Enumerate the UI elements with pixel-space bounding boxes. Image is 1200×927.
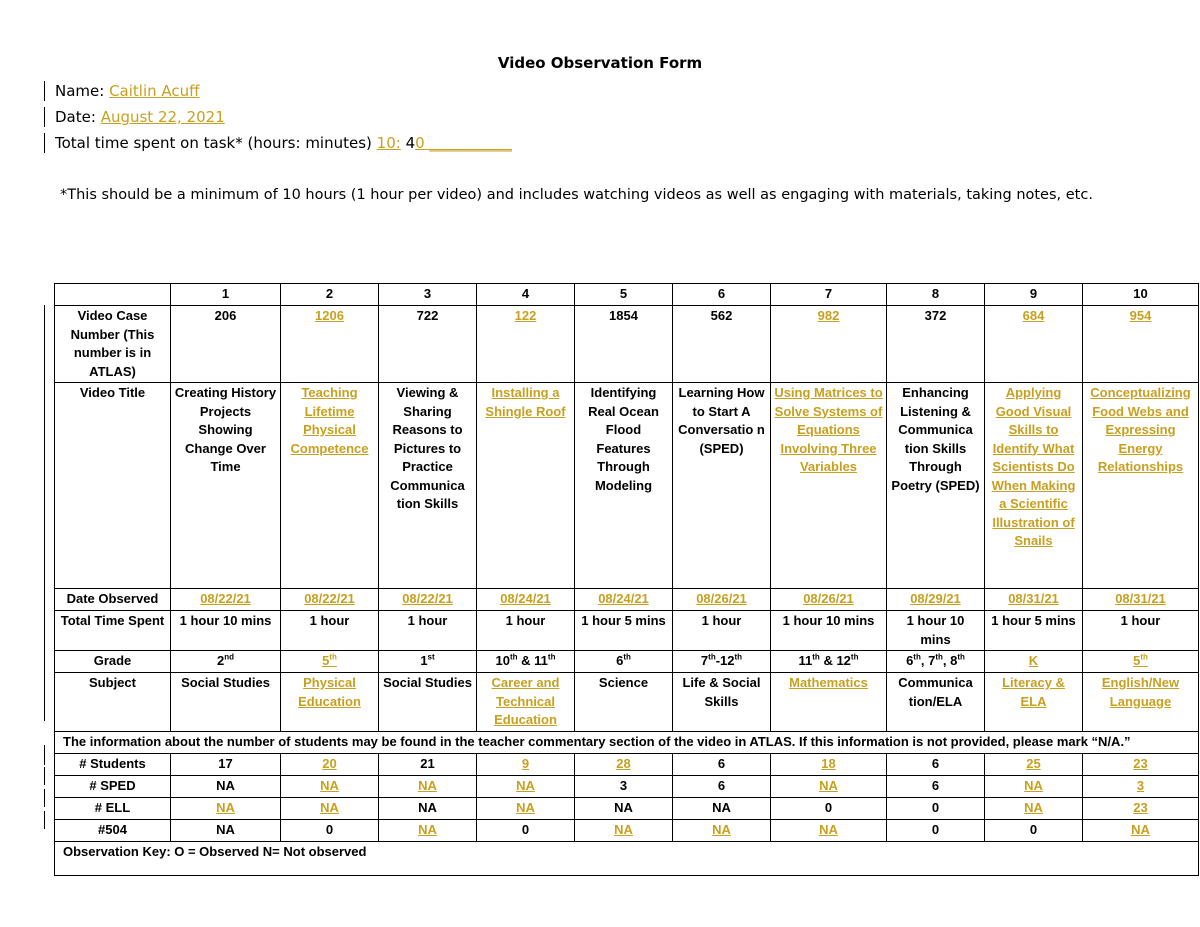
table-cell: 6 bbox=[673, 753, 771, 775]
table-cell: 08/26/21 bbox=[673, 589, 771, 611]
table-cell: NA bbox=[575, 797, 673, 819]
corner-cell bbox=[55, 284, 171, 306]
table-row bbox=[55, 651, 1199, 673]
table-cell: Social Studies bbox=[379, 673, 477, 732]
table-cell: 1854 bbox=[575, 306, 673, 383]
column-number: 9 bbox=[985, 284, 1083, 306]
column-number: 2 bbox=[281, 284, 379, 306]
table-row bbox=[55, 306, 1199, 383]
table-cell: Applying Good Visual Skills to Identify What Scientists Do When Making a Scientific Illustration of Snails bbox=[985, 383, 1083, 589]
table-cell: NA bbox=[985, 797, 1083, 819]
column-number: 5 bbox=[575, 284, 673, 306]
table-cell: Communica tion/ELA bbox=[887, 673, 985, 732]
table-cell: K bbox=[985, 651, 1083, 673]
table-cell: 982 bbox=[771, 306, 887, 383]
table-cell: NA bbox=[673, 797, 771, 819]
time-note: *This should be a minimum of 10 hours (1 hour per video) and includes watching videos as well as engaging with materials, taking notes, etc. bbox=[60, 187, 1093, 203]
table-cell: 722 bbox=[379, 306, 477, 383]
table-row bbox=[55, 819, 1199, 841]
revision-bar bbox=[44, 789, 45, 807]
time-value-minutes[interactable]: 4 bbox=[400, 134, 416, 152]
column-number: 8 bbox=[887, 284, 985, 306]
table-cell: 6 bbox=[887, 753, 985, 775]
table-cell: NA bbox=[985, 775, 1083, 797]
table-row bbox=[55, 797, 1199, 819]
row-label: Grade bbox=[55, 651, 171, 673]
table-cell: 08/22/21 bbox=[379, 589, 477, 611]
table-cell: Creating History Projects Showing Change Over Time bbox=[171, 383, 281, 589]
table-cell: 11th & 12th bbox=[771, 651, 887, 673]
table-cell: 20 bbox=[281, 753, 379, 775]
table-cell: Life & Social Skills bbox=[673, 673, 771, 732]
row-label: Subject bbox=[55, 673, 171, 732]
table-cell: Using Matrices to Solve Systems of Equations Involving Three Variables bbox=[771, 383, 887, 589]
table-cell: 08/22/21 bbox=[171, 589, 281, 611]
table-cell: 206 bbox=[171, 306, 281, 383]
table-cell: 6th bbox=[575, 651, 673, 673]
table-cell: Mathematics bbox=[771, 673, 887, 732]
table-cell: 08/24/21 bbox=[575, 589, 673, 611]
table-cell: NA bbox=[673, 819, 771, 841]
header-row bbox=[55, 284, 1199, 306]
table-cell: 6th, 7th, 8th bbox=[887, 651, 985, 673]
row-label: Video Title bbox=[55, 383, 171, 589]
table-cell: Teaching Lifetime Physical Competence bbox=[281, 383, 379, 589]
column-number: 1 bbox=[171, 284, 281, 306]
table-cell: 1 hour 10 mins bbox=[771, 611, 887, 651]
table-cell: 9 bbox=[477, 753, 575, 775]
table-row bbox=[55, 775, 1199, 797]
observation-table bbox=[54, 283, 1199, 876]
revision-bar bbox=[44, 811, 45, 829]
table-cell: 08/22/21 bbox=[281, 589, 379, 611]
table-cell: 23 bbox=[1083, 797, 1199, 819]
table-cell: 1 hour bbox=[379, 611, 477, 651]
table-cell: Career and Technical Education bbox=[477, 673, 575, 732]
table-cell: 1 hour bbox=[673, 611, 771, 651]
table-cell: Viewing & Sharing Reasons to Pictures to Practice Communica tion Skills bbox=[379, 383, 477, 589]
table-cell: 08/26/21 bbox=[771, 589, 887, 611]
table-cell: 08/24/21 bbox=[477, 589, 575, 611]
table-cell: 562 bbox=[673, 306, 771, 383]
form-title: Video Observation Form bbox=[497, 54, 703, 72]
name-value[interactable]: Caitlin Acuff bbox=[109, 82, 200, 100]
row-label: # Students bbox=[55, 753, 171, 775]
column-number: 7 bbox=[771, 284, 887, 306]
column-number: 6 bbox=[673, 284, 771, 306]
table-cell: 0 bbox=[281, 819, 379, 841]
date-value[interactable]: August 22, 2021 bbox=[100, 108, 225, 126]
table-cell: 25 bbox=[985, 753, 1083, 775]
table-cell: Enhancing Listening & Communica tion Skills Through Poetry (SPED) bbox=[887, 383, 985, 589]
table-cell: 08/31/21 bbox=[1083, 589, 1199, 611]
table-cell: Science bbox=[575, 673, 673, 732]
table-cell: 0 bbox=[985, 819, 1083, 841]
time-label: Total time spent on task* (hours: minutes) bbox=[55, 134, 377, 152]
table-cell: NA bbox=[171, 819, 281, 841]
row-label: Date Observed bbox=[55, 589, 171, 611]
table-cell: NA bbox=[379, 797, 477, 819]
time-value-hours[interactable]: 10: bbox=[376, 134, 401, 152]
row-label: # SPED bbox=[55, 775, 171, 797]
column-number: 10 bbox=[1083, 284, 1199, 306]
table-cell: 18 bbox=[771, 753, 887, 775]
key-row bbox=[55, 841, 1199, 875]
table-cell: 2nd bbox=[171, 651, 281, 673]
info-note: The information about the number of students may be found in the teacher commentary section of the video in ATLAS. If this information is not provided, please mark “N/A.” bbox=[55, 731, 1199, 753]
table-row bbox=[55, 589, 1199, 611]
table-cell: Identifying Real Ocean Flood Features Through Modeling bbox=[575, 383, 673, 589]
table-cell: NA bbox=[575, 819, 673, 841]
table-cell: 1 hour 10 mins bbox=[887, 611, 985, 651]
column-number: 4 bbox=[477, 284, 575, 306]
table-cell: 21 bbox=[379, 753, 477, 775]
table-cell: NA bbox=[477, 797, 575, 819]
table-cell: 08/29/21 bbox=[887, 589, 985, 611]
table-cell: 684 bbox=[985, 306, 1083, 383]
table-cell: NA bbox=[771, 775, 887, 797]
table-cell: 6 bbox=[887, 775, 985, 797]
table-cell: Social Studies bbox=[171, 673, 281, 732]
table-cell: 08/31/21 bbox=[985, 589, 1083, 611]
row-label: # ELL bbox=[55, 797, 171, 819]
observation-key: Observation Key: O = Observed N= Not observed bbox=[55, 841, 1199, 875]
table-cell: NA bbox=[281, 775, 379, 797]
table-cell: 1 hour 5 mins bbox=[575, 611, 673, 651]
table-cell: 3 bbox=[1083, 775, 1199, 797]
row-label: Video Case Number (This number is in ATLAS) bbox=[55, 306, 171, 383]
table-cell: 372 bbox=[887, 306, 985, 383]
table-cell: 17 bbox=[171, 753, 281, 775]
table-cell: NA bbox=[281, 797, 379, 819]
time-value-rest[interactable]: 0 ___________ bbox=[415, 134, 512, 152]
table-cell: NA bbox=[477, 775, 575, 797]
table-row bbox=[55, 673, 1199, 732]
table-cell: 3 bbox=[575, 775, 673, 797]
table-cell: Learning How to Start A Conversatio n (SPED) bbox=[673, 383, 771, 589]
table-cell: Physical Education bbox=[281, 673, 379, 732]
date-field bbox=[44, 107, 225, 127]
table-cell: NA bbox=[171, 775, 281, 797]
table-cell: 10th & 11th bbox=[477, 651, 575, 673]
table-cell: 0 bbox=[477, 819, 575, 841]
table-cell: 122 bbox=[477, 306, 575, 383]
table-cell: 5th bbox=[1083, 651, 1199, 673]
column-number: 3 bbox=[379, 284, 477, 306]
revision-bar bbox=[44, 767, 45, 785]
name-field bbox=[44, 81, 200, 101]
table-cell: 1 hour bbox=[1083, 611, 1199, 651]
table-cell: 5th bbox=[281, 651, 379, 673]
table-cell: 0 bbox=[771, 797, 887, 819]
table-cell: Conceptualizing Food Webs and Expressing Energy Relationships bbox=[1083, 383, 1199, 589]
date-label: Date: bbox=[55, 108, 101, 126]
table-cell: English/New Language bbox=[1083, 673, 1199, 732]
table-row bbox=[55, 611, 1199, 651]
table-cell: 954 bbox=[1083, 306, 1199, 383]
table-cell: 28 bbox=[575, 753, 673, 775]
revision-bar bbox=[44, 305, 45, 721]
table-cell: NA bbox=[379, 819, 477, 841]
table-cell: 0 bbox=[887, 819, 985, 841]
table-cell: 6 bbox=[673, 775, 771, 797]
table-cell: 23 bbox=[1083, 753, 1199, 775]
info-row bbox=[55, 731, 1199, 753]
table-cell: NA bbox=[1083, 819, 1199, 841]
row-label: #504 bbox=[55, 819, 171, 841]
table-cell: 7th-12th bbox=[673, 651, 771, 673]
time-field bbox=[44, 133, 512, 153]
table-cell: 1 hour 10 mins bbox=[171, 611, 281, 651]
table-cell: 1 hour bbox=[281, 611, 379, 651]
table-cell: 0 bbox=[887, 797, 985, 819]
table-cell: Installing a Shingle Roof bbox=[477, 383, 575, 589]
table-cell: NA bbox=[171, 797, 281, 819]
table-cell: 1 hour bbox=[477, 611, 575, 651]
row-label: Total Time Spent bbox=[55, 611, 171, 651]
revision-bar bbox=[44, 745, 45, 765]
table-cell: Literacy & ELA bbox=[985, 673, 1083, 732]
table-cell: 1 hour 5 mins bbox=[985, 611, 1083, 651]
table-row bbox=[55, 383, 1199, 589]
table-row bbox=[55, 753, 1199, 775]
table-cell: 1st bbox=[379, 651, 477, 673]
table-cell: NA bbox=[771, 819, 887, 841]
table-cell: NA bbox=[379, 775, 477, 797]
table-cell: 1206 bbox=[281, 306, 379, 383]
name-label: Name: bbox=[55, 82, 110, 100]
